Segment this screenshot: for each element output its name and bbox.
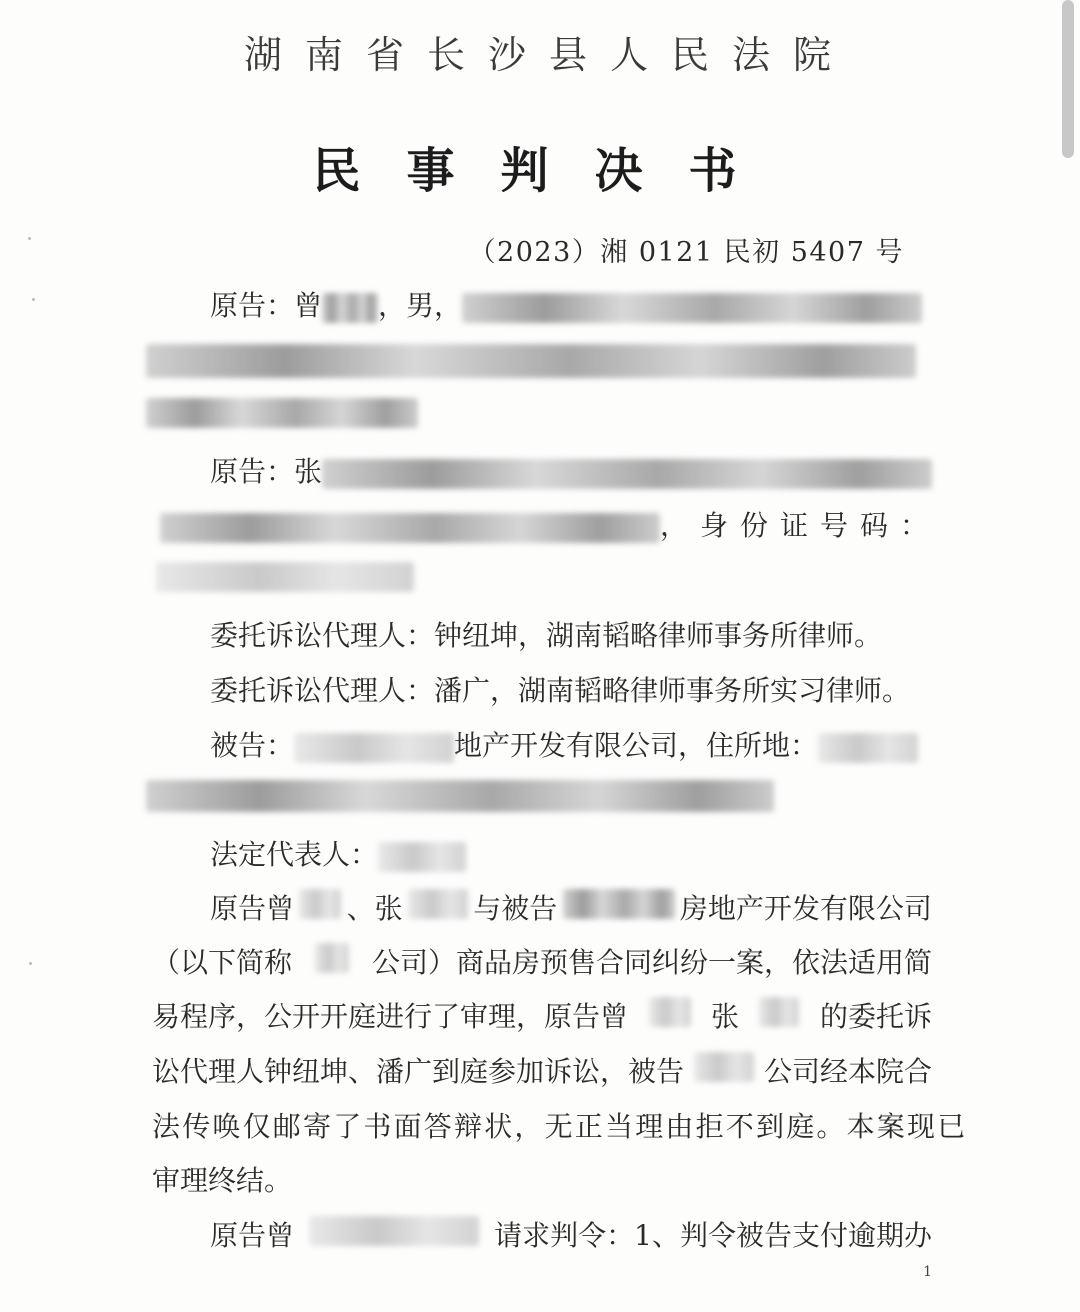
legal-rep-label: 法定代表人： — [210, 838, 379, 871]
page-number: 1 — [923, 1264, 932, 1280]
body-p1-line-1 — [210, 889, 932, 929]
redacted-name — [322, 293, 378, 323]
defendant-company-tail: 地产开发有限公司，住所地： — [454, 729, 819, 762]
defendant-label: 被告： — [210, 729, 295, 762]
body-p1-line-2 — [152, 943, 932, 983]
text-span: 公司）商品房预售合同纠纷一案，依法适用简 — [371, 946, 932, 979]
plaintiff-2-line — [210, 452, 932, 492]
redacted-defendant-address — [146, 780, 774, 812]
text-span: 原告曾 — [210, 892, 295, 925]
redacted-name — [299, 889, 341, 919]
case-number: （2023）湘 0121 民初 5407 号 — [468, 237, 904, 268]
text-span: 张 — [710, 1000, 739, 1033]
text-span: 请求判令：1、判令被告支付逾期办 — [494, 1219, 932, 1252]
text-span: （以下简称 — [152, 946, 293, 979]
court-name: 湖南省长沙县人民法院 — [243, 33, 854, 77]
document-title: 民事判决书 — [312, 143, 783, 199]
redacted-name — [309, 1216, 479, 1246]
legal-rep-line — [210, 835, 932, 875]
redacted-name — [315, 943, 349, 973]
redacted-address-line — [146, 344, 916, 378]
text-span: 讼代理人钟纽坤、潘广到庭参加诉讼，被告 — [152, 1055, 685, 1088]
redacted-company — [563, 889, 675, 919]
scan-speck — [29, 962, 32, 965]
body-p1-line-3 — [152, 997, 932, 1037]
redacted-name — [759, 997, 799, 1027]
redacted-id-number — [156, 562, 414, 592]
plaintiff-1-line — [210, 286, 932, 326]
body-p1-line-4 — [152, 1052, 932, 1092]
redacted-info — [462, 293, 922, 323]
body-p1-line-5: 法传唤仅邮寄了书面答辩状，无正当理由拒不到庭。本案现已 — [152, 1110, 968, 1143]
redacted-name — [694, 1052, 754, 1082]
text-span: 与被告 — [473, 892, 558, 925]
text-span: 原告曾 — [210, 1219, 295, 1252]
text-span: 易程序，公开开庭进行了审理，原告曾 — [152, 1000, 629, 1033]
redacted-name — [378, 842, 466, 872]
plaintiff-1-gender: ，男， — [378, 289, 463, 322]
plaintiff-1-label: 原告：曾 — [210, 289, 323, 322]
plaintiff-2-id-line — [160, 506, 941, 546]
redacted-name — [649, 997, 691, 1027]
redacted-company — [294, 733, 454, 763]
scan-speck — [28, 237, 31, 240]
text-span: 、张 — [346, 892, 403, 925]
redacted-address — [818, 733, 918, 763]
scrollbar-thumb[interactable] — [1062, 0, 1074, 158]
text-span: 公司经本院合 — [763, 1055, 932, 1088]
redacted-address — [160, 513, 660, 543]
body-p1-line-6: 审理终结。 — [152, 1164, 293, 1197]
defendant-line — [210, 726, 932, 766]
redacted-id-line — [146, 398, 418, 428]
scrollbar[interactable] — [1058, 0, 1080, 1312]
scan-speck — [32, 298, 35, 301]
redacted-info — [322, 459, 932, 489]
plaintiff-2-label: 原告：张 — [210, 455, 323, 488]
agent-2: 委托诉讼代理人：潘广，湖南韬略律师事务所实习律师。 — [210, 674, 911, 707]
redacted-name — [408, 889, 468, 919]
text-span: 的委托诉 — [819, 1000, 932, 1033]
plaintiff-2-id-label: ，身份证号码： — [660, 509, 941, 542]
agent-1: 委托诉讼代理人：钟纽坤，湖南韬略律师事务所律师。 — [210, 619, 883, 652]
text-span: 房地产开发有限公司 — [679, 892, 932, 925]
body-p2-line-1 — [210, 1216, 932, 1256]
